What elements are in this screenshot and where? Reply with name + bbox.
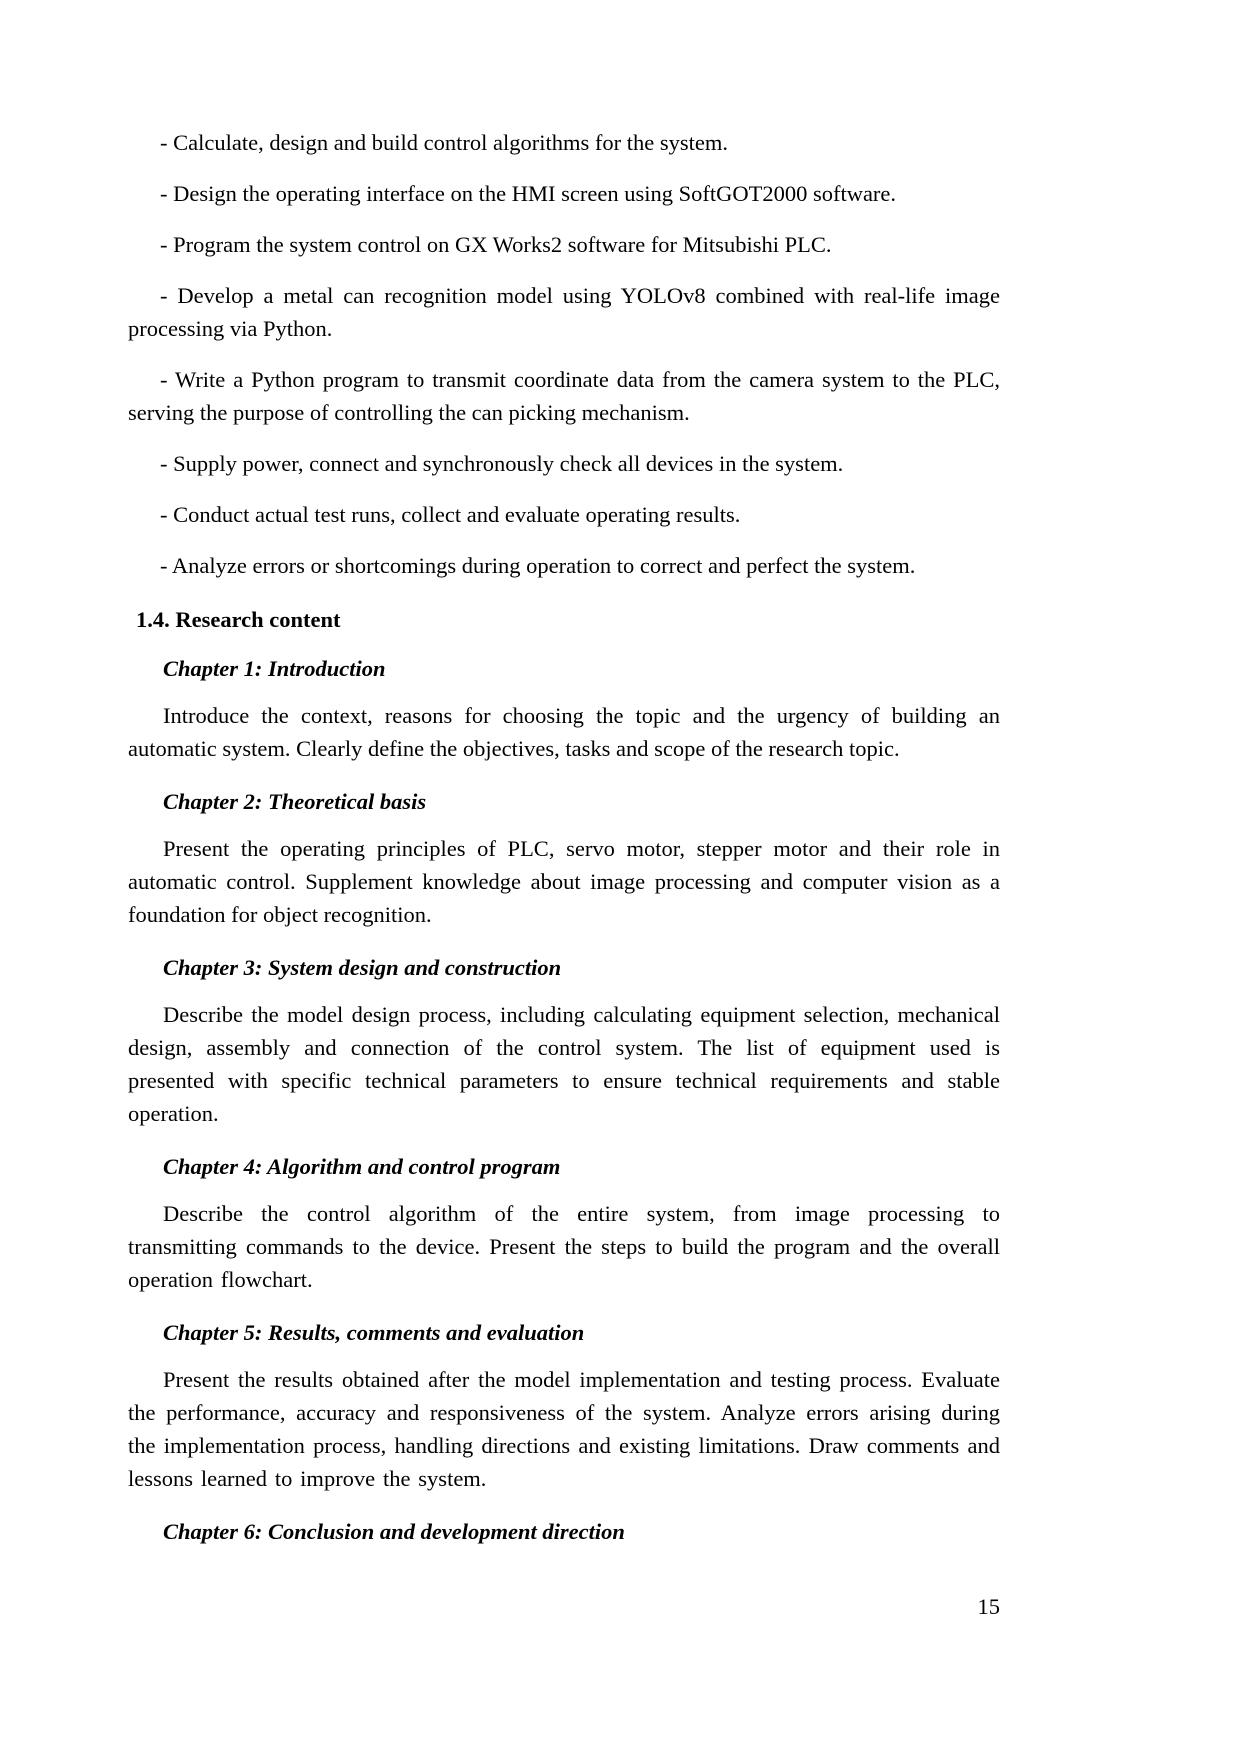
chapter-heading-2: Chapter 2: Theoretical basis bbox=[163, 789, 427, 815]
task-item: - Supply power, connect and synchronously check all devices in the system. bbox=[160, 450, 844, 476]
task-item: - Develop a metal can recognition model using YOLOv8 combined with real-life image processing via Python. bbox=[128, 282, 1000, 341]
task-item: - Design the operating interface on the HMI screen using SoftGOT2000 software. bbox=[160, 180, 897, 206]
chapter-heading-4: Chapter 4: Algorithm and control program bbox=[163, 1153, 561, 1179]
chapter-body-3: Describe the model design process, including calculating equipment selection, mechanical design, assembly and connection of the control system. The list of equipment used is presented with specific technical parameters to ensure technical requirements and stable operation. bbox=[128, 1002, 1000, 1126]
task-item: - Analyze errors or shortcomings during operation to correct and perfect the system. bbox=[160, 552, 916, 578]
chapter-heading-3: Chapter 3: System design and construction bbox=[163, 955, 562, 981]
task-item: - Conduct actual test runs, collect and evaluate operating results. bbox=[160, 501, 741, 527]
chapter-heading-5: Chapter 5: Results, comments and evaluation bbox=[163, 1319, 585, 1345]
task-item: - Write a Python program to transmit coordinate data from the camera system to the PLC, serving the purpose of controlling the can picking mechanism. bbox=[128, 366, 1000, 425]
page-content bbox=[128, 118, 1000, 1553]
chapter-body-5: Present the results obtained after the model implementation and testing process. Evaluate the performance, accuracy and responsiveness of the system. Analyze errors arising during the implementation process, handling directions and existing limitations. Draw comments and lessons learned to improve the system. bbox=[128, 1366, 1000, 1491]
task-item: - Calculate, design and build control algorithms for the system. bbox=[160, 130, 729, 155]
task-item: - Program the system control on GX Works2 software for Mitsubishi PLC. bbox=[160, 231, 832, 257]
chapter-body-2: Present the operating principles of PLC, servo motor, stepper motor and their role in automatic control. Supplement knowledge about image processing and computer vision as a foundation for object recognition. bbox=[128, 836, 1000, 928]
chapter-body-4: Describe the control algorithm of the entire system, from image processing to transmitting commands to the device. Present the steps to build the program and the overall operation flowchart. bbox=[128, 1200, 1000, 1292]
chapter-heading-6: Chapter 6: Conclusion and development direction bbox=[163, 1518, 625, 1544]
section-heading-1-4: 1.4. Research content bbox=[136, 606, 341, 632]
chapter-heading-1: Chapter 1: Introduction bbox=[163, 656, 386, 682]
page-number: 15 bbox=[977, 1594, 1000, 1619]
chapter-body-1: Introduce the context, reasons for choosing the topic and the urgency of building an automatic system. Clearly define the objectives, tasks and scope of the research topic. bbox=[128, 703, 1000, 762]
